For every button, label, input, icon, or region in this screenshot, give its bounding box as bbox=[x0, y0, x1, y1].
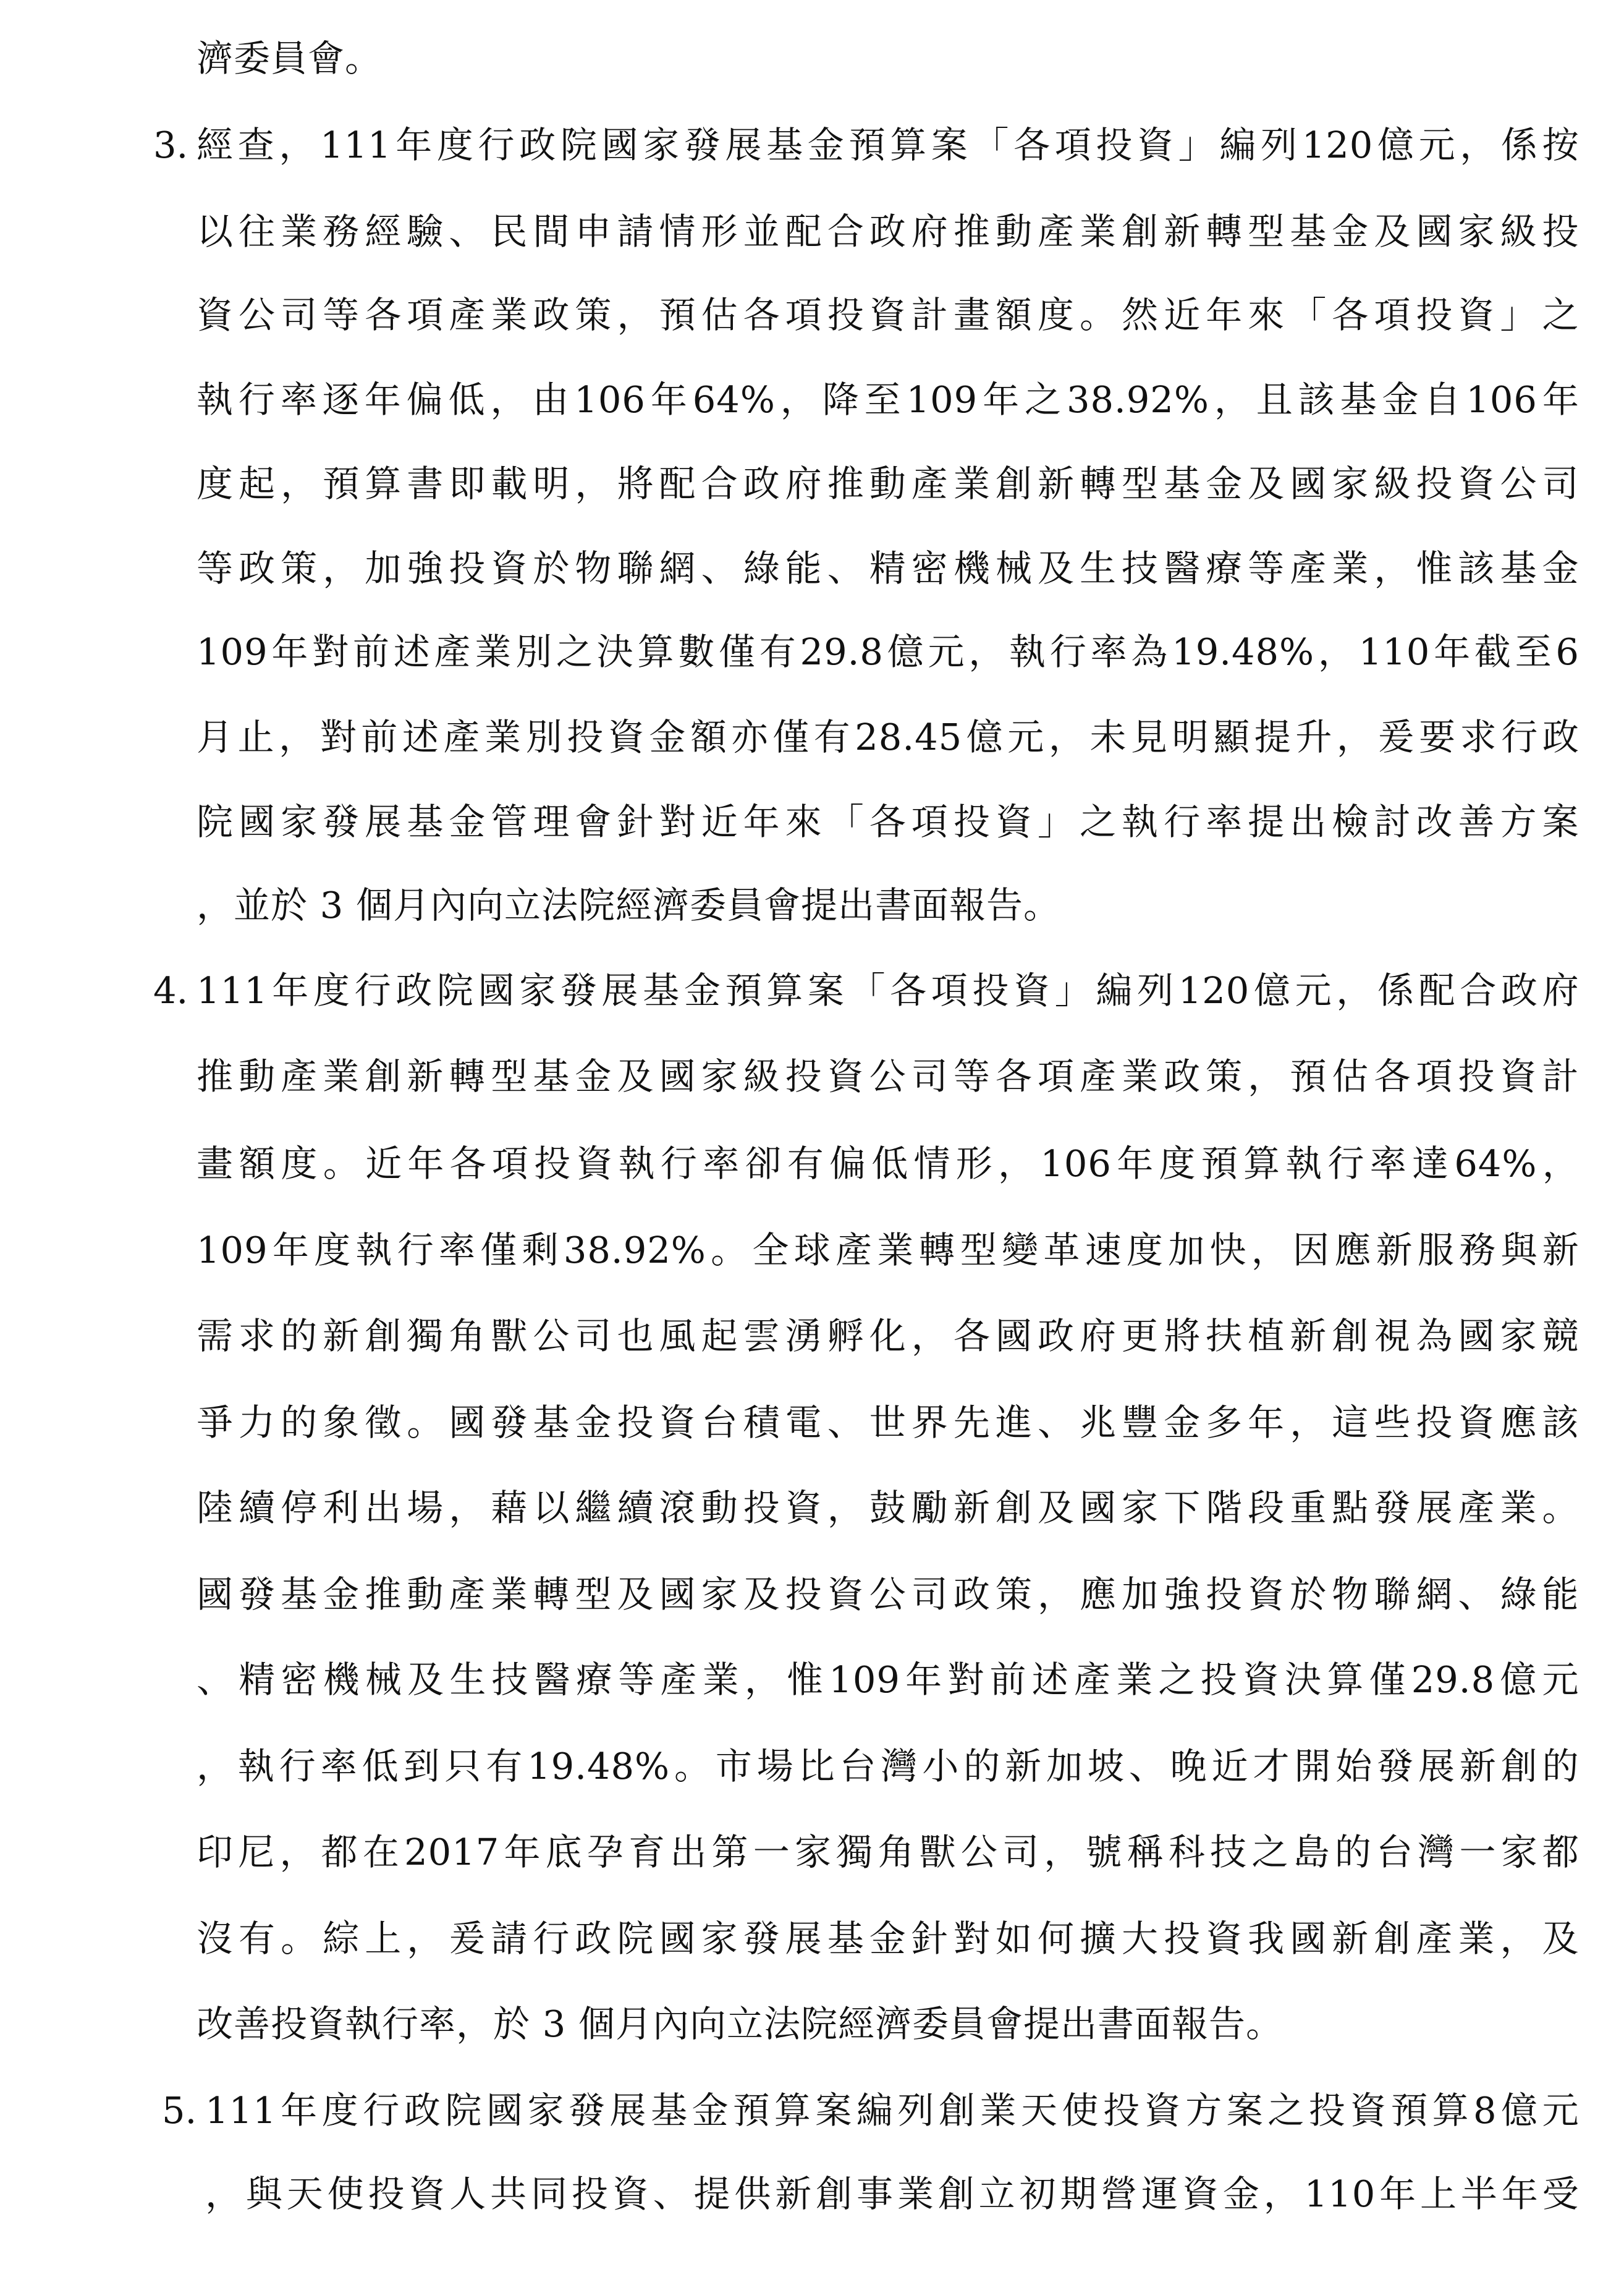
text-line: ， 與 天 使 投 資 人 共 同 投 資 、 提 供 新 創 事 業 創 立 初 期 營 運 資 金 ， 110 年 上 半 年 受 bbox=[205, 2172, 1580, 2215]
text-line: 改善投資執行率，於 3 個月內向立法院經濟委員會提出書面報告。 bbox=[197, 2003, 1284, 2045]
text-line: 109 年 對 前 述 產 業 別 之 決 算 數 僅 有 29.8 億 元 ， 執 行 率 為 19.48% ， 110 年 截 至 6 bbox=[197, 630, 1580, 673]
text-line: 資 公 司 等 各 項 產 業 政 策 ， 預 估 各 項 投 資 計 畫 額 度 。 然 近 年 來 「 各 項 投 資 」 之 bbox=[197, 294, 1580, 336]
text-line: 畫 額 度 。 近 年 各 項 投 資 執 行 率 卻 有 偏 低 情 形 ， 106 年 度 預 算 執 行 率 達 64% ， bbox=[197, 1142, 1580, 1185]
text-line: 印 尼 ， 都 在 2017 年 底 孕 育 出 第 一 家 獨 角 獸 公 司 ， 號 稱 科 技 之 島 的 台 灣 一 家 都 bbox=[197, 1831, 1580, 1873]
text-line: 國 發 基 金 推 動 產 業 轉 型 及 國 家 及 投 資 公 司 政 策 ， 應 加 強 投 資 於 物 聯 網 、 綠 能 bbox=[197, 1573, 1580, 1616]
text-line: 經 查 ， 111 年 度 行 政 院 國 家 發 展 基 金 預 算 案 「 各 項 投 資 」 編 列 120 億 元 ， 係 按 bbox=[197, 124, 1580, 166]
text-line: 陸 續 停 利 出 場 ， 藉 以 繼 續 滾 動 投 資 ， 鼓 勵 新 創 及 國 家 下 階 段 重 點 發 展 產 業 。 bbox=[197, 1486, 1580, 1529]
text-line: 推 動 產 業 創 新 轉 型 基 金 及 國 家 級 投 資 公 司 等 各 項 產 業 政 策 ， 預 估 各 項 投 資 計 bbox=[197, 1055, 1580, 1098]
text-line: 111 年 度 行 政 院 國 家 發 展 基 金 預 算 案 編 列 創 業 天 使 投 資 方 案 之 投 資 預 算 8 億 元 bbox=[205, 2089, 1580, 2132]
text-line: 執 行 率 逐 年 偏 低 ， 由 106 年 64% ， 降 至 109 年 之 38.92% ， 且 該 基 金 自 106 年 bbox=[197, 378, 1580, 421]
text-line: 需 求 的 新 創 獨 角 獸 公 司 也 風 起 雲 湧 孵 化 ， 各 國 政 府 更 將 扶 植 新 創 視 為 國 家 競 bbox=[197, 1315, 1580, 1357]
text-line: 等 政 策 ， 加 強 投 資 於 物 聯 網 、 綠 能 、 精 密 機 械 及 生 技 醫 療 等 產 業 ， 惟 該 基 金 bbox=[197, 547, 1580, 590]
text-line: 爭 力 的 象 徵 。 國 發 基 金 投 資 台 積 電 、 世 界 先 進 、 兆 豐 金 多 年 ， 這 些 投 資 應 該 bbox=[197, 1401, 1580, 1444]
text-line: ， 執 行 率 低 到 只 有 19.48% 。 市 場 比 台 灣 小 的 新 加 坡 、 晚 近 才 開 始 發 展 新 創 的 bbox=[197, 1745, 1580, 1787]
text-line: ，並於 3 個月內向立法院經濟委員會提出書面報告。 bbox=[197, 884, 1061, 926]
item-number: 4. bbox=[153, 969, 188, 1012]
text-line: 111 年 度 行 政 院 國 家 發 展 基 金 預 算 案 「 各 項 投 資 」 編 列 120 億 元 ， 係 配 合 政 府 bbox=[197, 969, 1580, 1012]
text-line: 沒 有 。 綜 上 ， 爰 請 行 政 院 國 家 發 展 基 金 針 對 如 何 擴 大 投 資 我 國 新 創 產 業 ， 及 bbox=[197, 1917, 1580, 1960]
text-line: 濟委員會。 bbox=[197, 37, 383, 80]
text-line: 以 往 業 務 經 驗 、 民 間 申 請 情 形 並 配 合 政 府 推 動 產 業 創 新 轉 型 基 金 及 國 家 級 投 bbox=[197, 210, 1580, 253]
text-line: 、 精 密 機 械 及 生 技 醫 療 等 產 業 ， 惟 109 年 對 前 述 產 業 之 投 資 決 算 僅 29.8 億 元 bbox=[197, 1658, 1580, 1701]
text-line: 月 止 ， 對 前 述 產 業 別 投 資 金 額 亦 僅 有 28.45 億 元 ， 未 見 明 顯 提 升 ， 爰 要 求 行 政 bbox=[197, 716, 1580, 758]
text-line: 院 國 家 發 展 基 金 管 理 會 針 對 近 年 來 「 各 項 投 資 」 之 執 行 率 提 出 檢 討 改 善 方 案 bbox=[197, 800, 1580, 843]
item-number: 3. bbox=[153, 124, 188, 166]
item-number: 5. bbox=[162, 2089, 197, 2132]
text-line: 109 年 度 執 行 率 僅 剩 38.92% 。 全 球 產 業 轉 型 變 革 速 度 加 快 ， 因 應 新 服 務 與 新 bbox=[197, 1229, 1580, 1271]
text-line: 度 起 ， 預 算 書 即 載 明 ， 將 配 合 政 府 推 動 產 業 創 新 轉 型 基 金 及 國 家 級 投 資 公 司 bbox=[197, 462, 1580, 505]
